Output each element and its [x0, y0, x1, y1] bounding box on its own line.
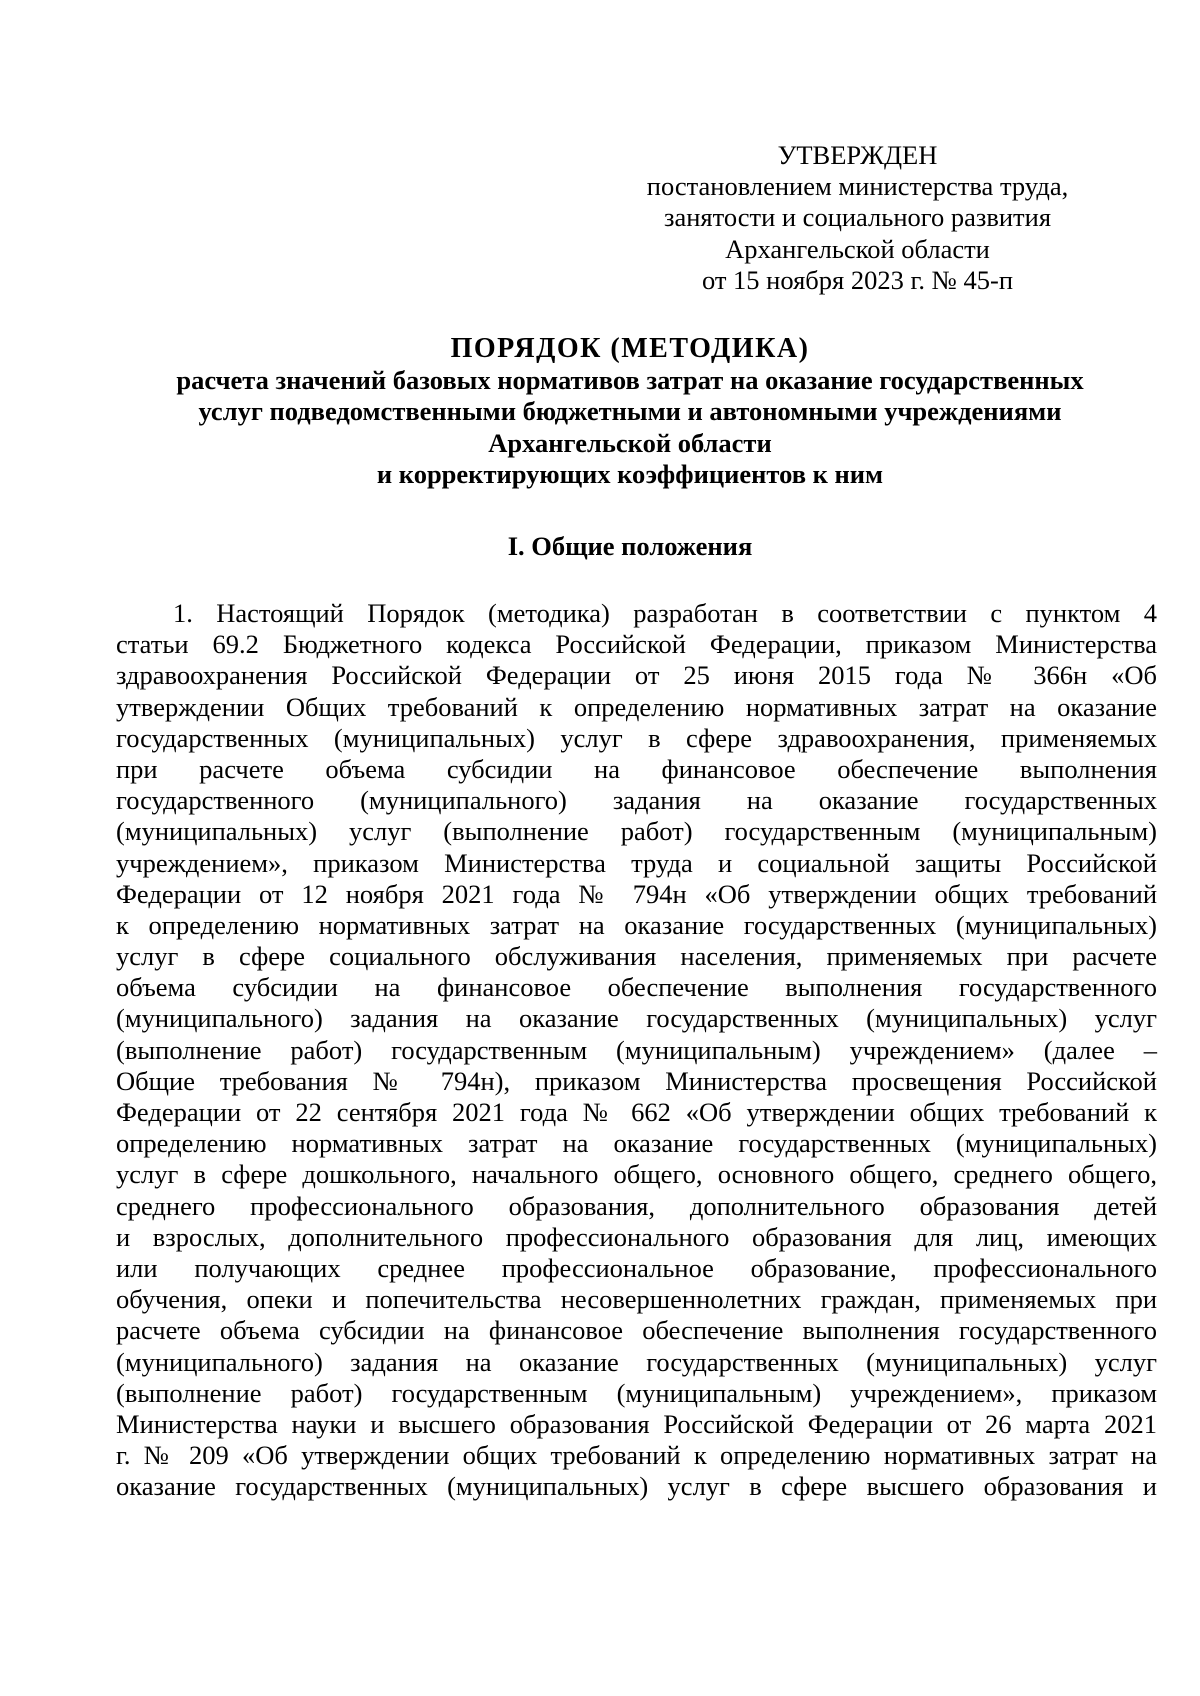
approval-line: от 15 ноября 2023 г. № 45-п	[701, 264, 1014, 295]
paragraph-line: г. № 209 «Об утверждении общих требований к определению нормативных затрат на	[116, 1440, 1157, 1471]
document-subtitle-line: расчета значений базовых нормативов затрат на оказание государственных	[176, 365, 1084, 396]
section-title: I. Общие положения	[507, 531, 753, 561]
paragraph-line: Федерации от 12 ноября 2021 года № 794н «Об утверждении общих требований	[116, 878, 1157, 909]
paragraph-line: расчете объема субсидии на финансовое обеспечение выполнения государственного	[116, 1315, 1157, 1346]
paragraph-line: (выполнение работ) государственным (муниципальным) учреждением», приказом	[116, 1377, 1157, 1408]
paragraph-line: и взрослых, дополнительного профессионального образования для лиц, имеющих	[116, 1221, 1157, 1252]
paragraph-line: Общие требования № 794н), приказом Министерства просвещения Российской	[116, 1065, 1157, 1096]
paragraph-line: статьи 69.2 Бюджетного кодекса Российской Федерации, приказом Министерства	[116, 629, 1157, 660]
paragraph-line: (муниципального) задания на оказание государственных (муниципальных) услуг	[116, 1346, 1157, 1377]
approval-line: постановлением министерства труда,	[646, 171, 1069, 202]
paragraph-line: Министерства науки и высшего образования Российской Федерации от 26 марта 2021	[116, 1408, 1157, 1439]
paragraph-line: или получающих среднее профессиональное образование, профессионального	[116, 1252, 1157, 1283]
paragraph-line: среднего профессионального образования, дополнительного образования детей	[116, 1190, 1157, 1221]
document-subtitle-line: и корректирующих коэффициентов к ним	[376, 458, 884, 489]
paragraph-line: 1. Настоящий Порядок (методика) разработан в соответствии с пунктом 4	[173, 598, 1157, 628]
document-subtitle-line: услуг подведомственными бюджетными и автономными учреждениями	[198, 396, 1062, 427]
paragraph-line: здравоохранения Российской Федерации от 25 июня 2015 года № 366н «Об	[116, 660, 1157, 691]
paragraph-line: определению нормативных затрат на оказание государственных (муниципальных)	[116, 1128, 1157, 1159]
paragraph-line: (муниципального) задания на оказание государственных (муниципальных) услуг	[116, 1003, 1157, 1034]
paragraph-line: государственных (муниципальных) услуг в сфере здравоохранения, применяемых	[116, 722, 1157, 753]
paragraph-line: при расчете объема субсидии на финансовое обеспечение выполнения	[116, 753, 1157, 784]
paragraph-line: объема субсидии на финансовое обеспечение выполнения государственного	[116, 972, 1157, 1003]
paragraph-line: к определению нормативных затрат на оказание государственных (муниципальных)	[116, 909, 1157, 940]
paragraph-line: учреждением», приказом Министерства труда и социальной защиты Российской	[116, 847, 1157, 878]
approval-line: Архангельской области	[725, 233, 990, 264]
paragraph-line: (муниципальных) услуг (выполнение работ) государственным (муниципальным)	[116, 816, 1157, 847]
paragraph-line: государственного (муниципального) задания на оказание государственных	[116, 785, 1157, 816]
paragraph-line: обучения, опеки и попечительства несовершеннолетних граждан, применяемых при	[116, 1284, 1157, 1315]
approval-line: УТВЕРЖДЕН	[777, 140, 938, 170]
paragraph-1	[116, 598, 1157, 1502]
paragraph-line: Федерации от 22 сентября 2021 года № 662 «Об утверждении общих требований к	[116, 1097, 1157, 1127]
document-title: ПОРЯДОК (МЕТОДИКА)	[450, 333, 810, 364]
paragraph-line: услуг в сфере социального обслуживания населения, применяемых при расчете	[116, 941, 1157, 972]
document-heading	[110, 333, 1150, 490]
approval-line: занятости и социального развития	[663, 202, 1052, 233]
paragraph-line: услуг в сфере дошкольного, начального общего, основного общего, среднего общего,	[116, 1159, 1157, 1190]
document-subtitle-line: Архангельской области	[488, 427, 772, 458]
paragraph-line: оказание государственных (муниципальных) услуг в сфере высшего образования и	[116, 1471, 1157, 1502]
approval-stamp-block	[630, 140, 1085, 296]
paragraph-line: (выполнение работ) государственным (муниципальным) учреждением» (далее –	[116, 1034, 1157, 1065]
paragraph-line: утверждении Общих требований к определению нормативных затрат на оказание	[116, 691, 1157, 722]
